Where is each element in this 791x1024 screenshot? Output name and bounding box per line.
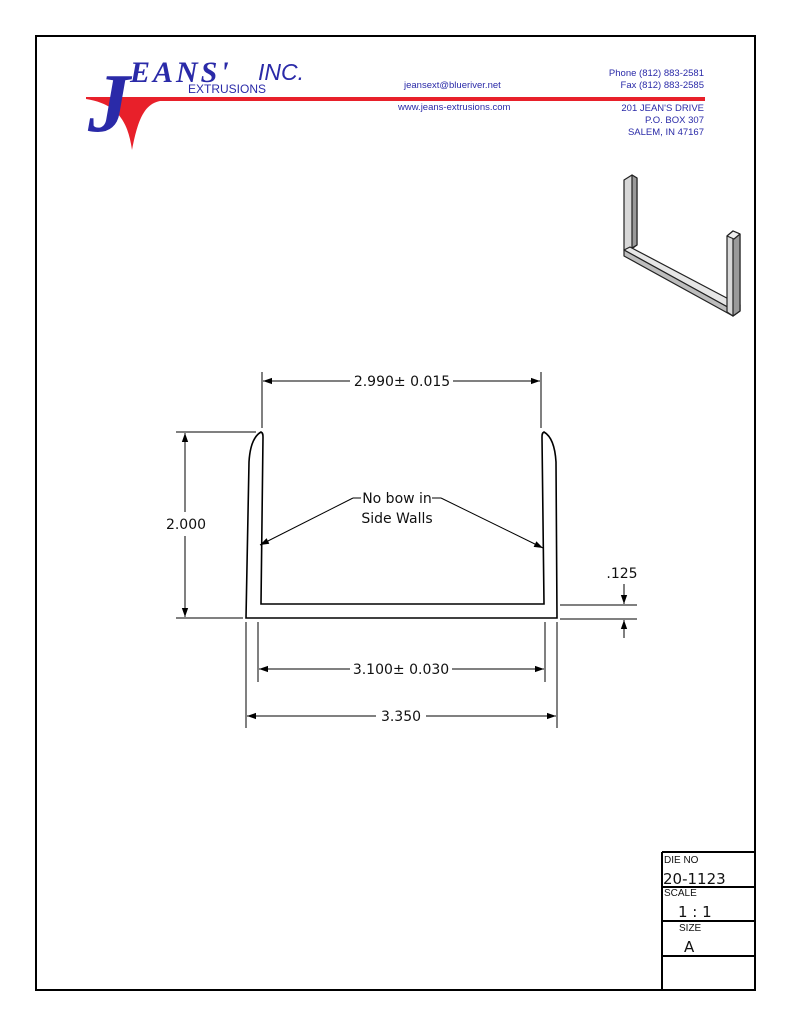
dim-thickness: .125 — [606, 566, 638, 582]
die-no-label: DIE NO — [664, 855, 699, 866]
company-phone: Phone (812) 883-2581 — [608, 68, 704, 79]
address-line-3: SALEM, IN 47167 — [627, 127, 704, 138]
logo-suffix: INC. — [258, 59, 304, 85]
dimension-thickness — [560, 584, 637, 638]
scale-value: 1 : 1 — [678, 903, 712, 921]
scale-label: SCALE — [664, 888, 697, 899]
note-line-1: No bow in — [362, 491, 432, 507]
address-line-1: 201 JEAN'S DRIVE — [621, 103, 704, 114]
company-fax: Fax (812) 883-2585 — [620, 80, 704, 91]
dim-overall-width: 3.350 — [380, 709, 422, 725]
die-no-value: 20-1123 — [663, 870, 726, 888]
logo-division: EXTRUSIONS — [188, 82, 267, 96]
company-email[interactable]: jeansext@blueriver.net — [404, 80, 501, 91]
logo-name: EANS' — [130, 56, 232, 89]
dim-top-opening: 2.990± 0.015 — [353, 374, 451, 390]
isometric-view — [624, 175, 740, 316]
address-line-2: P.O. BOX 307 — [645, 115, 704, 126]
company-website[interactable]: www.jeans-extrusions.com — [398, 102, 511, 113]
dim-height: 2.000 — [165, 517, 207, 533]
dim-inner-width: 3.100± 0.030 — [352, 662, 450, 678]
logo-swoosh — [86, 97, 705, 150]
size-label: SIZE — [679, 923, 702, 934]
size-value: A — [684, 938, 695, 956]
note-line-2: Side Walls — [361, 511, 433, 527]
logo-initial: J — [88, 57, 130, 150]
